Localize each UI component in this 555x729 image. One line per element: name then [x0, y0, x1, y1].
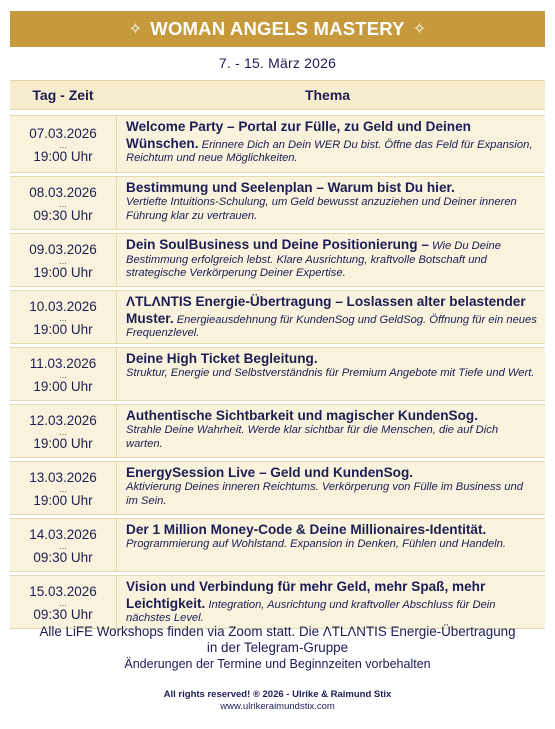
row-date: 15.03.2026 — [29, 583, 97, 599]
sparkle-icon-left: ✧ — [128, 21, 143, 38]
row-dots: ... — [59, 597, 67, 608]
row-title: Der 1 Million Money-Code & Deine Millionaires-Identität. — [126, 522, 487, 537]
date-time-cell — [10, 348, 116, 400]
table-header — [10, 80, 545, 110]
date-time-cell — [10, 519, 116, 571]
date-time-cell — [10, 462, 116, 514]
row-dots: ... — [59, 312, 67, 323]
footer-line-zoom: Alle LiFE Workshops finden via Zoom statt. Die ΛTLΛNTIS Energie-Übertragung — [39, 624, 516, 639]
row-dots: ... — [59, 198, 67, 209]
row-description: Vertiefte Intuitions-Schulung, um Geld bewusst anzuziehen und Deiner inneren Führung klar zu vertrauen. — [126, 196, 517, 222]
copyright-text: All rights reserved! ® 2026 - Ulrike & Raimund Stix — [163, 689, 392, 700]
row-time: 19:00 Uhr — [33, 264, 93, 280]
date-time-cell — [10, 234, 116, 286]
table-row — [10, 290, 545, 344]
row-date: 10.03.2026 — [29, 298, 97, 314]
table-row — [10, 575, 545, 629]
topic-cell — [116, 405, 545, 457]
date-time-cell — [10, 576, 116, 628]
row-description: Strahle Deine Wahrheit. Werde klar sichtbar für die Menschen, die auf Dich warten. — [126, 424, 499, 450]
row-date: 13.03.2026 — [29, 469, 97, 485]
table-row — [10, 404, 545, 458]
row-date: 14.03.2026 — [29, 526, 97, 542]
header-date-time: Tag - Zeit — [32, 87, 94, 103]
topic-cell — [116, 519, 545, 571]
table-row — [10, 176, 545, 230]
row-date: 07.03.2026 — [29, 125, 97, 141]
row-dots: ... — [59, 483, 67, 494]
page-title: WOMAN ANGELS MASTERY — [150, 18, 405, 39]
topic-cell — [116, 234, 545, 286]
topic-cell — [116, 291, 545, 343]
table-row — [10, 518, 545, 572]
row-time: 19:00 Uhr — [33, 492, 93, 508]
row-date: 09.03.2026 — [29, 241, 97, 257]
row-time: 19:00 Uhr — [33, 435, 93, 451]
row-dots: ... — [59, 426, 67, 437]
topic-cell — [116, 177, 545, 229]
row-dots: ... — [59, 540, 67, 551]
row-description: Struktur, Energie und Selbstverständnis für Premium Angebote mit Tiefe und Wert. — [126, 367, 535, 379]
row-title: Vision und Verbindung für mehr Geld, mehr Spaß, mehr Leichtigkeit. — [126, 579, 486, 611]
topic-cell — [116, 576, 545, 628]
row-date: 08.03.2026 — [29, 184, 97, 200]
row-description: Programmierung auf Wohlstand. Expansion in Denken, Fühlen und Handeln. — [126, 538, 506, 550]
row-time: 19:00 Uhr — [33, 148, 93, 164]
schedule-table — [10, 115, 545, 632]
sparkle-icon-right: ✧ — [412, 21, 427, 38]
row-time: 09:30 Uhr — [33, 549, 93, 565]
row-description: Integration, Ausrichtung und kraftvoller Abschluss für Dein nächstes Level. — [126, 598, 496, 624]
row-description: Energieausdehnung für KundenSog und GeldSog. Öffnung für ein neues Frequenzlevel. — [126, 313, 537, 339]
row-description: Aktivierung Deines inneren Reichtums. Verkörperung von Fülle im Business und im Sein. — [126, 481, 523, 507]
date-time-cell — [10, 405, 116, 457]
row-date: 12.03.2026 — [29, 412, 97, 428]
row-title: Dein SoulBusiness und Deine Positionierung – — [126, 237, 429, 252]
row-time: 19:00 Uhr — [33, 378, 93, 394]
date-time-cell — [10, 177, 116, 229]
row-title: ΛTLΛNTIS Energie-Übertragung – Loslassen alter belastender Muster. — [126, 294, 526, 326]
footer-note — [10, 624, 545, 672]
topic-cell — [116, 348, 545, 400]
header-topic: Thema — [304, 87, 351, 103]
date-time-cell — [10, 116, 116, 172]
row-title: EnergySession Live – Geld und KundenSog. — [126, 465, 414, 480]
row-dots: ... — [59, 139, 67, 150]
table-row — [10, 461, 545, 515]
date-range: 7. - 15. März 2026 — [218, 54, 337, 71]
website-link[interactable]: www.ulrikeraimundstix.com — [220, 701, 335, 712]
row-title: Authentische Sichtbarkeit und magischer KundenSog. — [126, 408, 478, 423]
table-row — [10, 233, 545, 287]
row-title: Welcome Party – Portal zur Fülle, zu Geld und Deinen Wünschen. — [126, 119, 471, 151]
footer-line-telegram: in der Telegram-Gruppe — [206, 640, 349, 655]
row-title: Deine High Ticket Begleitung. — [126, 351, 318, 366]
row-date: 11.03.2026 — [29, 355, 97, 371]
row-title: Bestimmung und Seelenplan – Warum bist Du hier. — [126, 180, 455, 195]
table-row — [10, 115, 545, 173]
row-time: 19:00 Uhr — [33, 321, 93, 337]
row-dots: ... — [59, 369, 67, 380]
topic-cell — [116, 462, 545, 514]
row-dots: ... — [59, 255, 67, 266]
table-row — [10, 347, 545, 401]
footer-line-changes: Änderungen der Termine und Beginnzeiten vorbehalten — [124, 657, 431, 671]
topic-cell — [116, 116, 545, 172]
row-time: 09:30 Uhr — [33, 207, 93, 223]
row-description: Erinnere Dich an Dein WER Du bist. Öffne das Feld für Expansion, Reichtum und neue Möglichkeiten. — [126, 138, 533, 164]
row-time: 09:30 Uhr — [33, 606, 93, 622]
row-description: Wie Du Deine Bestimmung erfolgreich lebst. Klare Ausrichtung, kraftvolle Botschaft und strategische Verkörperung Deiner Expertise. — [126, 240, 501, 279]
date-time-cell — [10, 291, 116, 343]
title-banner — [10, 11, 545, 47]
